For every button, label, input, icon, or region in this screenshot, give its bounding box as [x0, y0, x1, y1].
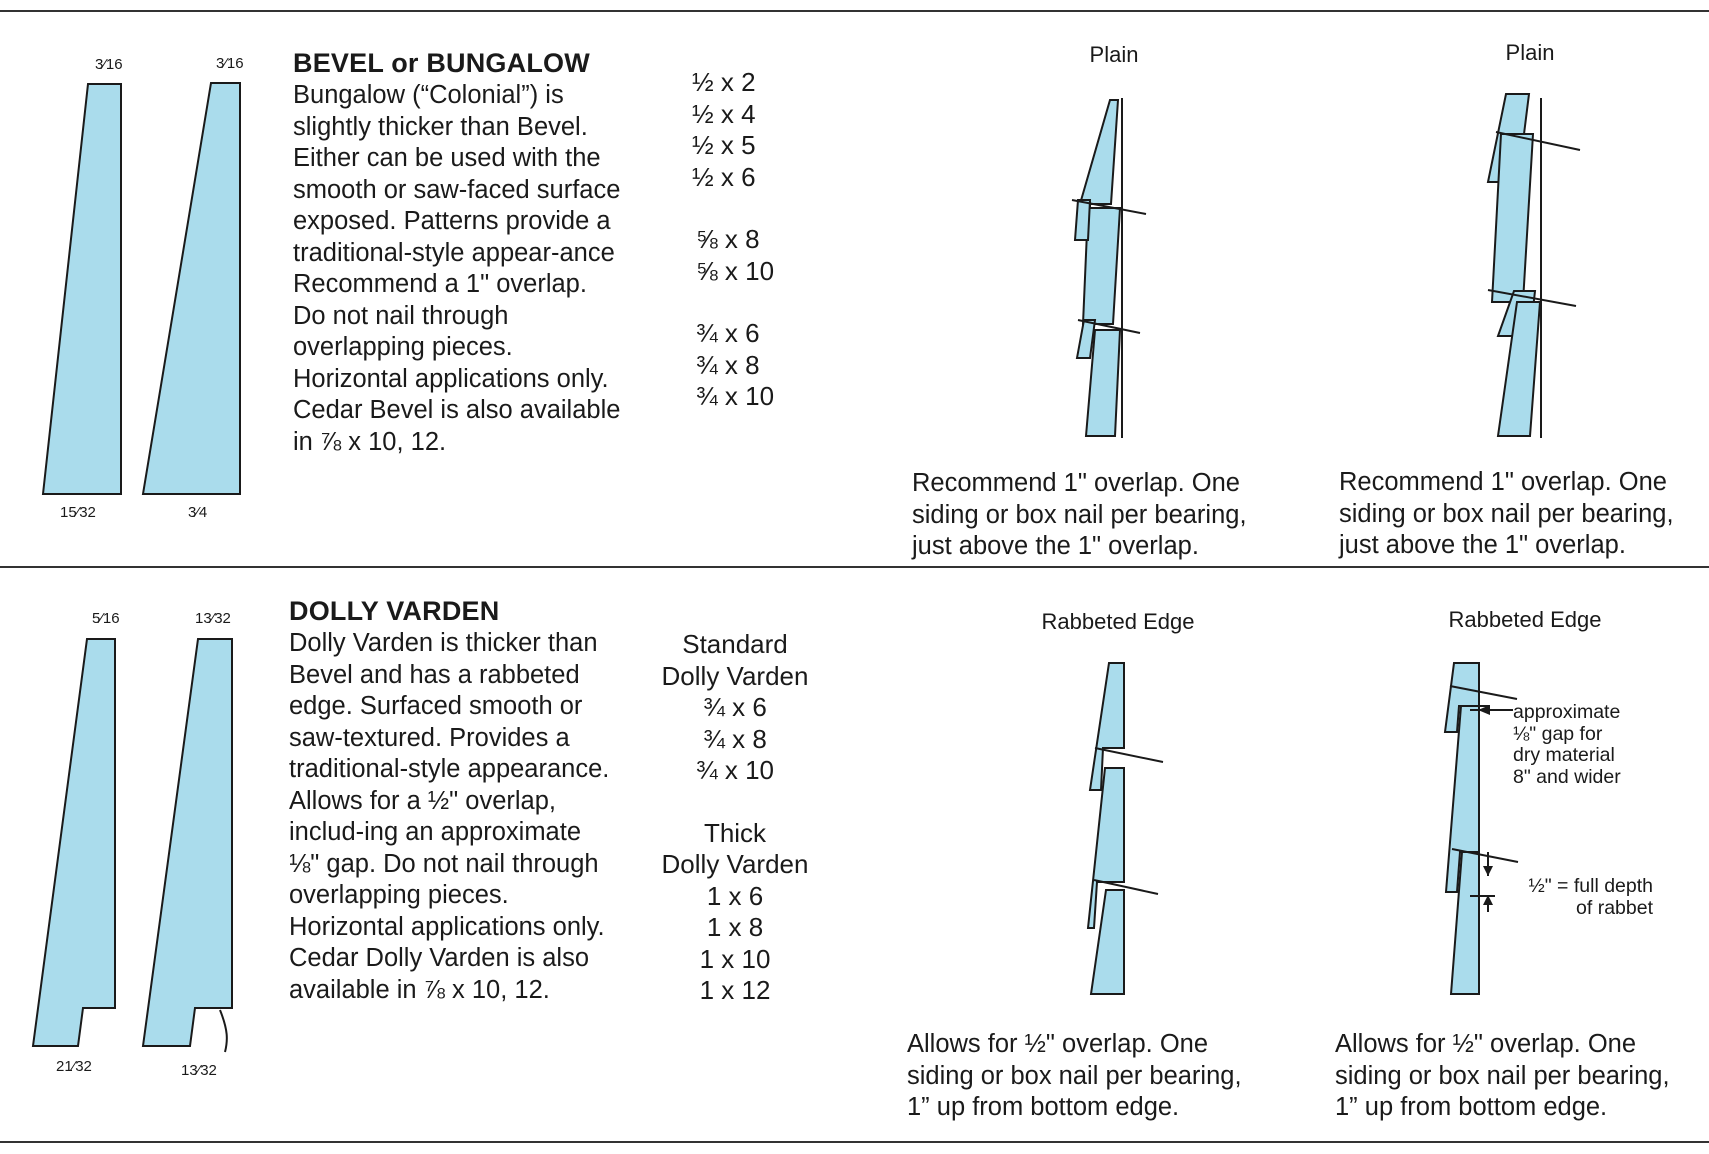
- rabbeted-label-1: Rabbeted Edge: [1041, 609, 1195, 634]
- size-item: ¾ x 10: [696, 381, 775, 411]
- size-item: ½ x 4: [692, 98, 756, 129]
- plain-caption-1: Recommend 1" overlap. One siding or box nail per bearing, just above the 1" overlap.: [912, 469, 1247, 560]
- rabbeted-caption-1: Allows for ½" overlap. One siding or box nail per bearing, 1” up from bottom edge.: [907, 1030, 1242, 1121]
- bevel-sizes: [692, 67, 774, 444]
- dolly-thick-bottom-dim: 13⁄32: [181, 1062, 217, 1079]
- size-item: ¾ x 8: [703, 723, 767, 754]
- dolly-title: DOLLY VARDEN: [289, 596, 500, 626]
- size-item: 1 x 12: [699, 975, 771, 1005]
- dolly-description: Dolly Varden is thicker than Bevel and has a rabbeted edge. Surfaced smooth or saw-textured. Provides a traditional-style appearance. Allows for a ½" overlap, includ-ing an approximate ⅛" gap. Do not nail through overlapping pieces. Horizontal applications only. Cedar Dolly Varden is also available in ⅞ x 10, 12.: [289, 629, 610, 1004]
- dolly-profile-thick: [143, 639, 232, 1046]
- bevel-thick-top-dim: 3⁄16: [216, 55, 244, 72]
- size-item: ¾ x 6: [703, 692, 767, 722]
- plain-label-1: Plain: [1089, 42, 1139, 67]
- bevel-thick-bottom-dim: 3⁄4: [188, 504, 208, 521]
- dolly-profile-thin: [33, 639, 115, 1046]
- size-item: ⅝ x 10: [696, 255, 775, 286]
- size-item: 1 x 6: [706, 880, 764, 911]
- dolly-thin-bottom-dim: 21⁄32: [56, 1058, 92, 1075]
- size-item: ½ x 5: [692, 130, 756, 160]
- size-item: ⅝ x 8: [696, 224, 760, 254]
- size-item: 1 x 8: [706, 912, 764, 942]
- bevel-profile-thick: [143, 83, 240, 494]
- size-item: 1 x 10: [699, 943, 771, 974]
- bevel-description: Bungalow (“Colonial”) is slightly thicker than Bevel. Either can be used with the smooth or saw-faced surface exposed. Patterns provide a traditional-style appear-ance Recommend a 1" overlap. Do not nail through overlapping pieces. Horizontal applications only. Cedar Bevel is also available in ⅞ x 10, 12.: [293, 81, 621, 456]
- bevel-thin-top-dim: 3⁄16: [95, 56, 123, 73]
- gap-annotation: approximate ⅛" gap for dry material 8" and wider: [1513, 701, 1621, 788]
- size-item: ½ x 6: [692, 161, 756, 192]
- dolly-thick-top-dim: 13⁄32: [195, 610, 231, 627]
- dolly-standard-sizes: Standard Dolly Varden ¾ x 6 ¾ x 8 ¾ x 10 Thick Dolly Varden 1 x 6 1 x 8 1 x 10 1 x 12: [645, 629, 825, 1038]
- bevel-profile-thin: [43, 84, 121, 494]
- plain-label-2: Plain: [1505, 40, 1555, 65]
- size-item: ¾ x 8: [696, 349, 760, 380]
- rabbeted-label-2: Rabbeted Edge: [1448, 607, 1602, 632]
- bevel-thin-bottom-dim: 15⁄32: [60, 504, 96, 521]
- size-item: ¾ x 6: [696, 318, 760, 348]
- rabbeted-caption-2: Allows for ½" overlap. One siding or box nail per bearing, 1” up from bottom edge.: [1335, 1030, 1670, 1121]
- plain-caption-2: Recommend 1" overlap. One siding or box nail per bearing, just above the 1" overlap.: [1339, 468, 1674, 559]
- size-item: ½ x 2: [692, 67, 756, 97]
- plain1-board-top: [1080, 100, 1118, 204]
- depth-annotation: ½" = full depth of rabbet: [1528, 875, 1653, 919]
- dolly-thin-top-dim: 5⁄16: [92, 610, 120, 627]
- size-item: ¾ x 10: [695, 755, 775, 785]
- bevel-title: BEVEL or BUNGALOW: [293, 48, 590, 78]
